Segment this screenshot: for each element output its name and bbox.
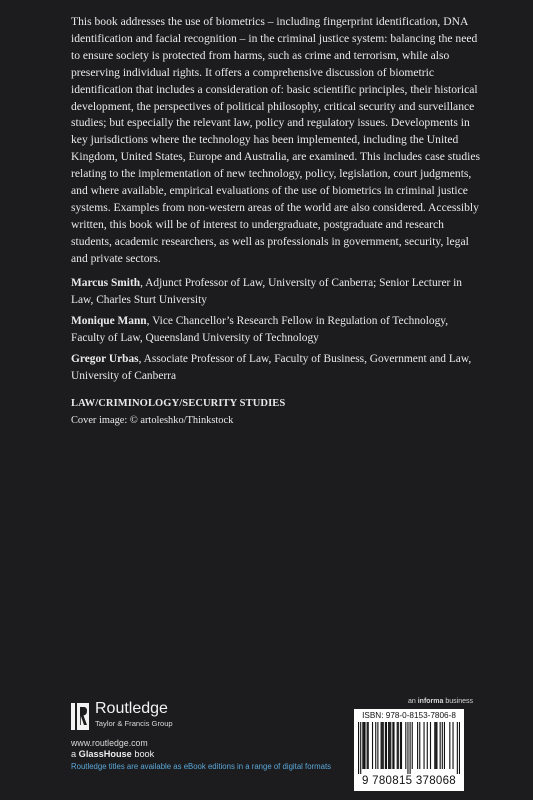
author-affiliation: , Adjunct Professor of Law, University of Canberra; Senior Lecturer in Law, Charles Sturt University — [71, 277, 463, 306]
author-bio-2 — [71, 313, 481, 346]
barcode-bar — [440, 722, 441, 769]
barcode-bar — [435, 722, 436, 769]
routledge-r-icon — [71, 703, 89, 730]
barcode-bar — [363, 722, 364, 769]
barcode-bar — [372, 722, 373, 769]
barcode-bar — [358, 722, 359, 774]
publisher-group: Taylor & Francis Group — [95, 719, 173, 728]
barcode-bar — [419, 722, 420, 769]
barcode-bar — [452, 722, 453, 769]
barcode-bar — [449, 722, 450, 769]
author-bio-3 — [71, 351, 481, 384]
publisher-url: www.routledge.com — [71, 738, 148, 748]
barcode-bar — [442, 722, 443, 769]
subject-category: LAW/CRIMINOLOGY/SECURITY STUDIES — [71, 398, 286, 409]
cover-image-credit: Cover image: © artoleshko/Thinkstock — [71, 415, 234, 426]
author-bio-1 — [71, 275, 481, 308]
barcode-bar — [393, 722, 394, 769]
barcode-bar — [430, 722, 431, 769]
author-name: Marcus Smith — [71, 277, 141, 289]
barcode-bar — [405, 722, 406, 769]
barcode-bar — [459, 722, 460, 774]
barcode-bar — [386, 722, 387, 769]
barcode-bar — [412, 722, 413, 769]
author-affiliation: , Vice Chancellor’s Research Fellow in Regulation of Technology, Faculty of Law, Queensland University of Technology — [71, 315, 449, 344]
imprint-line: a GlassHouse book — [71, 749, 155, 759]
barcode-bar — [377, 722, 378, 769]
barcode-bar — [389, 722, 390, 769]
barcode-bar — [457, 722, 458, 774]
informa-name: informa — [417, 698, 444, 705]
author-name: Monique Mann — [71, 315, 147, 327]
book-description: This book addresses the use of biometrics – including fingerprint identification, DNA identification and facial recognition – in the criminal justice system: balancing the need to ensure society is protected from harms, such as crime and terrorism, while also preserving individual rights. It offers a comprehensive discussion of biometric identification that includes a consideration of: basic scientific principles, their historical development, the perspectives of political philosophy, critical security and surveillance studies; but especially the relevant law, policy and regulatory issues. Developments in key jurisdictions where the technology has been implemented, including the United Kingdom, United States, Europe and Australia, are examined. This includes case studies relating to the implementation of new technology, policy, legislation, court judgments, and where available, empirical evaluations of the use of biometrics in criminal justice systems. Examples from non-western areas of the world are also considered. Accessibly written, this book will be of interest to undergraduate, postgraduate and research students, academic researchers, as well as professionals in government, security, legal and private sectors. — [71, 15, 481, 265]
barcode-bar — [427, 722, 428, 769]
barcode-bar — [375, 722, 376, 769]
barcode-bar — [423, 722, 424, 769]
barcode-bar — [362, 722, 363, 769]
barcode-bar — [401, 722, 402, 769]
barcode-bar — [364, 722, 365, 769]
barcode-digits: 9 780815 378068 — [361, 775, 457, 787]
barcode-bar — [417, 722, 418, 769]
barcode-bar — [410, 722, 411, 774]
barcode-bar — [382, 722, 383, 769]
barcode-bar — [397, 722, 398, 769]
barcode-bar — [407, 722, 408, 774]
informa-business-line: an informa business — [408, 698, 473, 705]
barcode-bar — [392, 722, 393, 769]
ebook-availability-note: Routledge titles are available as eBook editions in a range of digital formats — [71, 762, 332, 771]
author-affiliation: , Associate Professor of Law, Faculty of Business, Government and Law, University of Canberra — [71, 353, 472, 382]
barcode-bar — [444, 722, 445, 769]
barcode-bar — [400, 722, 401, 769]
barcode-panel — [354, 709, 464, 791]
ean-barcode — [358, 722, 460, 774]
author-name: Gregor Urbas — [71, 353, 139, 365]
barcode-bar — [368, 722, 369, 769]
barcode-bar — [436, 722, 437, 769]
isbn-label: ISBN: 978-0-8153-7806-8 — [362, 711, 456, 720]
barcode-bar — [434, 722, 435, 769]
barcode-bar — [385, 722, 386, 769]
publisher-name: Routledge — [95, 700, 168, 717]
barcode-bar — [398, 722, 399, 769]
barcode-bar — [383, 722, 384, 769]
barcode-bar — [390, 722, 391, 769]
barcode-bar — [367, 722, 368, 769]
barcode-bar — [388, 722, 389, 769]
barcode-bar — [360, 722, 361, 774]
imprint-name: GlassHouse — [78, 749, 132, 759]
barcode-bar — [381, 722, 382, 769]
